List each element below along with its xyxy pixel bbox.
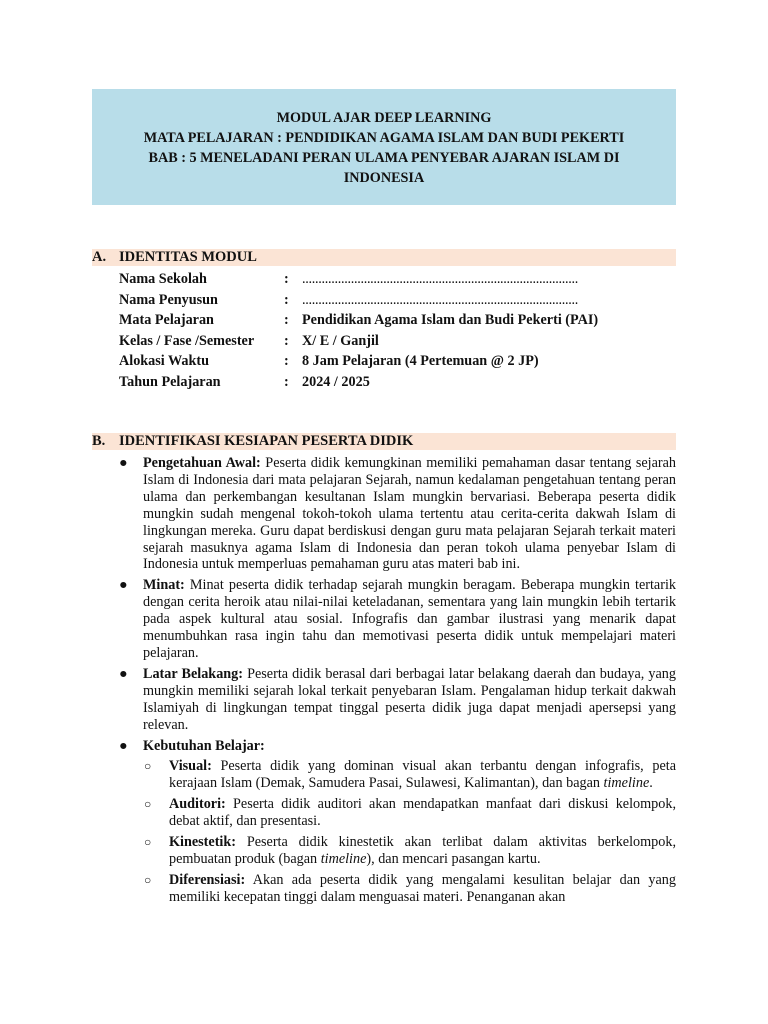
identity-key: Tahun Pelajaran — [119, 373, 221, 390]
section-b-heading — [92, 433, 676, 450]
circle-bullet-icon: ○ — [144, 759, 152, 774]
sub-item-text: Peserta didik kinestetik akan terlibat dalam aktivitas berkelompok, pembuatan produk (bagan — [169, 834, 676, 867]
identity-key: Nama Penyusun — [119, 291, 218, 308]
list-item — [119, 577, 676, 662]
subject-title: MATA PELAJARAN : PENDIDIKAN AGAMA ISLAM DAN BUDI PEKERTI — [143, 130, 625, 146]
sub-item-label: Visual: — [169, 758, 212, 775]
identity-value: ..................................................................................... — [302, 271, 578, 287]
sub-item-label: Diferensiasi: — [169, 871, 246, 888]
identity-colon: : — [284, 291, 289, 308]
sub-item-tail: . — [649, 775, 653, 792]
section-a-heading — [92, 249, 676, 266]
bullet-icon: ● — [119, 577, 128, 594]
item-label: Kebutuhan Belajar: — [143, 737, 265, 754]
identity-colon: : — [284, 332, 289, 349]
readiness-list — [119, 455, 676, 910]
sub-item-text: Peserta didik auditori akan mendapatkan manfaat dari diskusi kelompok, debat aktif, dan presentasi. — [169, 796, 676, 830]
section-b-title: IDENTIFIKASI KESIAPAN PESERTA DIDIK — [119, 433, 414, 449]
list-item — [119, 666, 676, 734]
sub-item-tail: ), dan mencari pasangan kartu. — [366, 850, 541, 867]
chapter-title: BAB : 5 MENELADANI PERAN ULAMA PENYEBAR AJARAN ISLAM DI INDONESIA — [148, 150, 620, 186]
identity-key: Mata Pelajaran — [119, 312, 214, 328]
item-label: Pengetahuan Awal: — [143, 455, 261, 471]
item-label: Latar Belakang: — [143, 665, 243, 682]
circle-bullet-icon: ○ — [144, 797, 152, 812]
sub-list-item — [119, 758, 676, 792]
sub-list-item — [119, 872, 676, 906]
item-text: Minat peserta didik terhadap sejarah mungkin beragam. Beberapa mungkin tertarik dengan cerita heroik atau nilai-nilai keteladanan, sementara yang lain mungkin lebih tertarik pada aspek kultural atau sosial. Infografis dan gambar ilustrasi yang menarik dapat menumbuhkan rasa ingin tahu dan memotivasi peserta didik untuk mempelajari materi pelajaran. — [143, 577, 676, 661]
item-text: Peserta didik kemungkinan memiliki pemahaman dasar tentang sejarah Islam di Indonesia dari mata pelajaran Sejarah, namun kedalaman pengetahuan tentang peran ulama dan perkembangan kesultanan Islam mungkin bervariasi. Beberapa peserta didik mungkin sudah mengenal tokoh-tokoh ulama tertentu atau cerita-cerita dakwah Islam di lingkungan mereka. Guru dapat berdiskusi dengan guru mata pelajaran Sejarah terkait materi sejarah masuknya agama Islam di Indonesia dan peran tokoh ulama penyebar Islam di Indonesia untuk memperluas pemahaman guru atas materi bab ini. — [143, 455, 676, 573]
identity-colon: : — [284, 312, 289, 328]
sub-item-text: Peserta didik yang dominan visual akan terbantu dengan infografis, peta kerajaan Islam (Demak, Samudera Pasai, Sulawesi, Kalimantan), dan bagan — [169, 758, 676, 792]
identity-value: X/ E / Ganjil — [302, 332, 379, 349]
bullet-icon: ● — [119, 455, 128, 471]
section-b-letter: B. — [92, 433, 106, 449]
identity-colon: : — [284, 373, 289, 390]
section-a-letter: A. — [92, 249, 107, 265]
list-item — [119, 738, 676, 755]
sub-item-italic: timeline — [603, 775, 650, 792]
identity-key: Alokasi Waktu — [119, 353, 210, 369]
module-title-box — [92, 89, 676, 205]
identity-value: ..................................................................................... — [302, 291, 578, 308]
identity-key: Kelas / Fase /Semester — [119, 332, 255, 349]
identity-value: 2024 / 2025 — [302, 373, 370, 390]
circle-bullet-icon: ○ — [144, 872, 152, 887]
sub-list-item — [119, 796, 676, 830]
sub-list-item — [119, 834, 676, 868]
identity-key: Nama Sekolah — [119, 271, 207, 287]
list-item — [119, 455, 676, 573]
sub-item-text: Akan ada peserta didik yang mengalami kesulitan belajar dan yang memiliki kecepatan tinggi dalam menguasai materi. Penanganan akan — [169, 871, 676, 905]
identity-value: Pendidikan Agama Islam dan Budi Pekerti (PAI) — [302, 312, 599, 328]
identity-value: 8 Jam Pelajaran (4 Pertemuan @ 2 JP) — [302, 353, 539, 369]
bullet-icon: ● — [119, 737, 128, 754]
identity-colon: : — [284, 271, 289, 287]
sub-item-label: Kinestetik: — [169, 834, 236, 851]
identity-colon: : — [284, 353, 289, 369]
item-label: Minat: — [143, 577, 185, 594]
item-text: Peserta didik berasal dari berbagai latar belakang daerah dan budaya, yang mungkin memiliki sejarah lokal terkait penyebaran Islam. Pengalaman hidup terkait dakwah Islamiyah di lingkungan tempat tinggal peserta didik juga dapat menjadi apersepsi yang relevan. — [143, 665, 676, 733]
sub-item-label: Auditori: — [169, 796, 226, 813]
section-a-title: IDENTITAS MODUL — [119, 249, 257, 265]
circle-bullet-icon: ○ — [144, 835, 152, 850]
sub-item-italic: timeline — [320, 850, 367, 867]
module-title: MODUL AJAR DEEP LEARNING — [276, 110, 492, 126]
bullet-icon: ● — [119, 665, 128, 682]
